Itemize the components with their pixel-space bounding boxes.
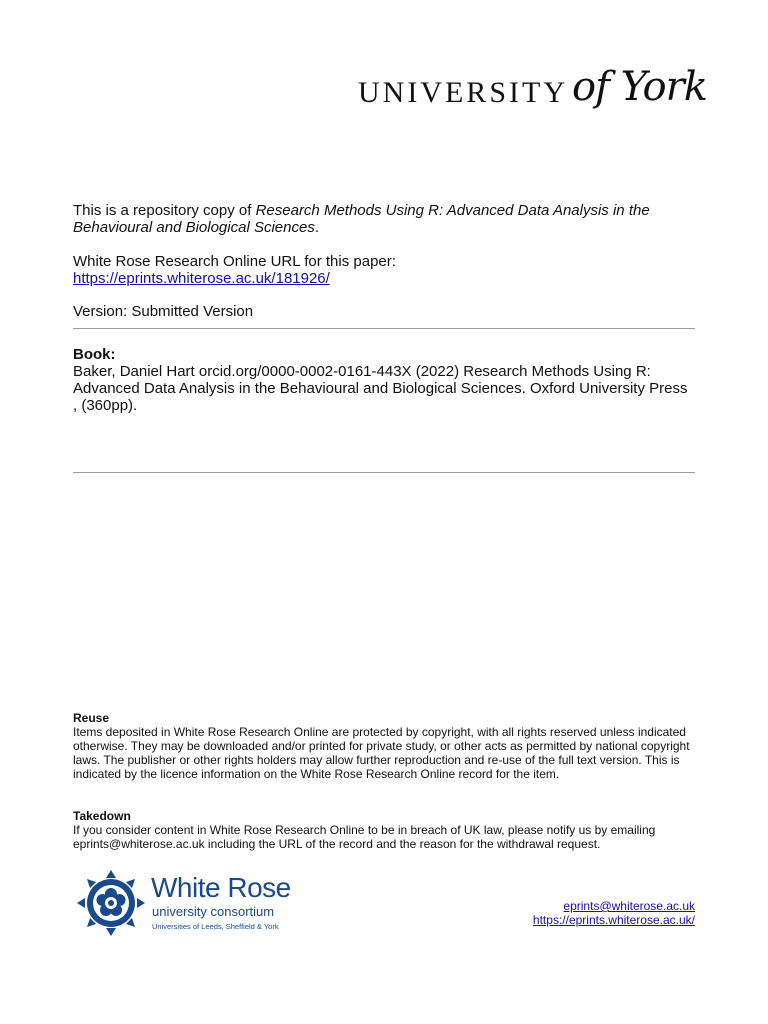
contact-email-link[interactable]: eprints@whiterose.ac.uk bbox=[563, 899, 695, 913]
contact-url-link[interactable]: https://eprints.whiterose.ac.uk/ bbox=[532, 913, 695, 927]
logo-university-text: UNIVERSITY bbox=[358, 76, 568, 109]
contact-links bbox=[533, 899, 695, 927]
reuse-text: Items deposited in White Rose Research Online are protected by copyright, with all rights reserved unless indicated otherwise. They may be downloaded and/or printed for private study, or other acts as permitted by national copyright laws. The publisher or other rights holders may allow further reproduction and re-use of the full text version. This is indicated by the licence information on the White Rose Research Online record for the item. bbox=[73, 725, 690, 781]
logo-of-york-text: of York bbox=[572, 64, 707, 110]
book-heading: Book: bbox=[73, 346, 116, 363]
intro-prefix: This is a repository copy of bbox=[73, 202, 256, 219]
url-section bbox=[73, 253, 695, 287]
white-rose-logo bbox=[75, 868, 295, 938]
url-label: White Rose Research Online URL for this paper: bbox=[73, 253, 396, 270]
reuse-heading: Reuse bbox=[73, 711, 110, 725]
divider-top bbox=[73, 328, 695, 329]
white-rose-tagline: Universities of Leeds, Sheffield & York bbox=[152, 922, 279, 931]
takedown-section bbox=[73, 809, 695, 851]
paper-url-link[interactable]: https://eprints.whiterose.ac.uk/181926/ bbox=[73, 270, 330, 287]
divider-bottom bbox=[73, 472, 695, 473]
takedown-text: If you consider content in White Rose Research Online to be in breach of UK law, please notify us by emailing eprints@whiterose.ac.uk including the URL of the record and the reason for the withdrawal request. bbox=[73, 823, 656, 851]
book-section bbox=[73, 346, 695, 414]
book-citation: Baker, Daniel Hart orcid.org/0000-0002-0161-443X (2022) Research Methods Using R: Advanced Data Analysis in the Behavioural and Biological Sciences. Oxford University Press , (360pp). bbox=[73, 363, 688, 414]
white-rose-title: White Rose bbox=[151, 872, 291, 903]
university-of-york-logo bbox=[358, 64, 707, 122]
intro-suffix: . bbox=[314, 219, 319, 236]
version-text: Version: Submitted Version bbox=[73, 303, 254, 320]
intro-title: Research Methods Using R: Advanced Data Analysis in the Behavioural and Biological Sciences bbox=[73, 202, 650, 236]
takedown-heading: Takedown bbox=[73, 809, 131, 823]
repository-intro bbox=[73, 202, 695, 236]
reuse-section bbox=[73, 711, 695, 781]
white-rose-subtitle: university consortium bbox=[152, 904, 275, 919]
rose-emblem-icon bbox=[75, 868, 147, 938]
